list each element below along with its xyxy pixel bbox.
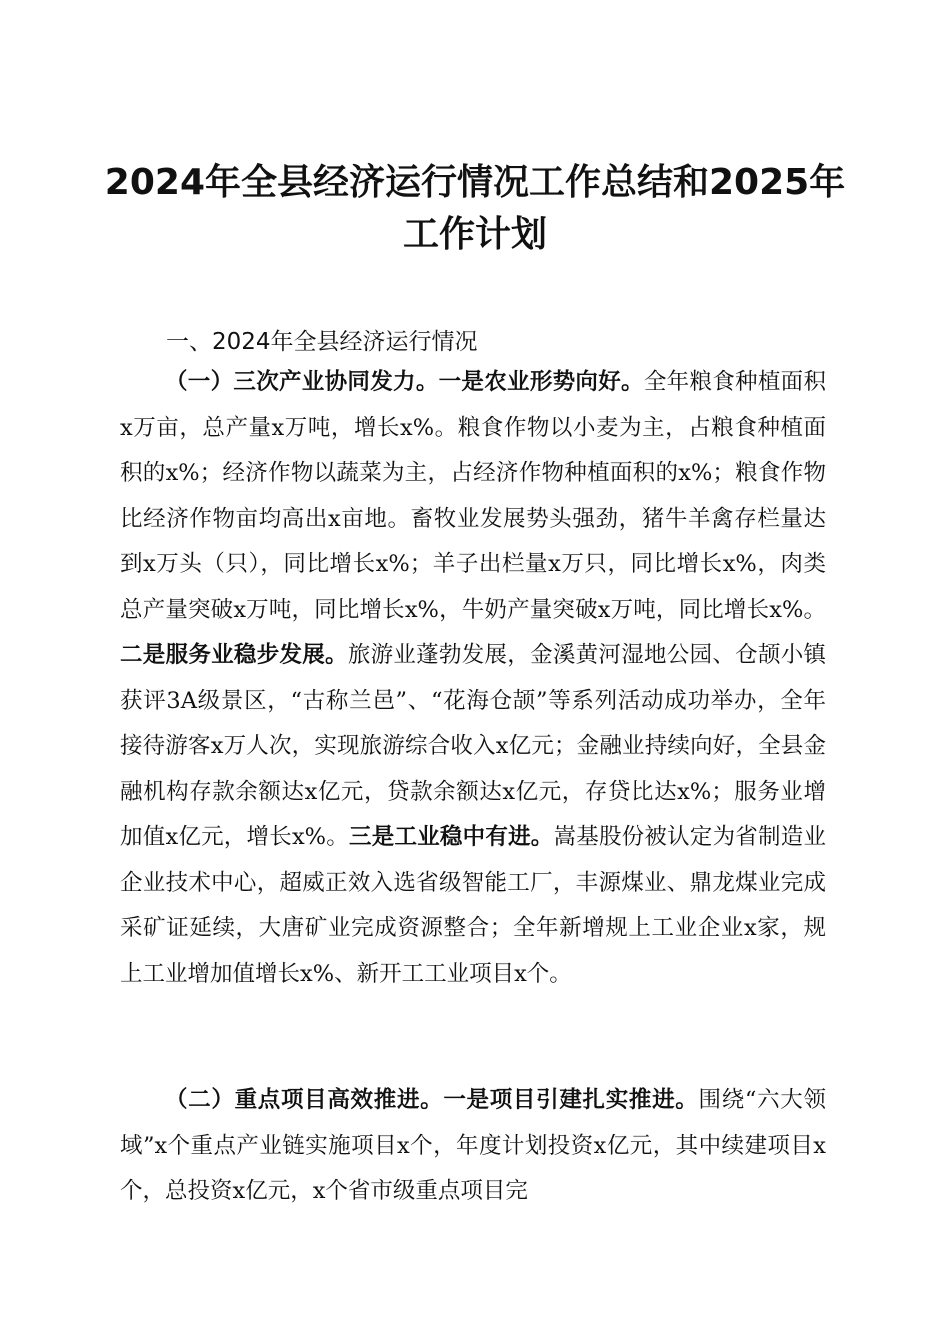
point-label: 一是农业形势向好。 [438,369,644,395]
paragraph-lead: （二）重点项目高效推进。 [165,1087,444,1113]
paragraph-industry [120,360,826,997]
point-text: 围绕“六大领域”x个重点产业链实施项目x个，年度计划投资x亿元，其中续建项目x个，总投资x亿元，x个省市级重点项目完 [120,1087,826,1204]
document-title: 2024年全县经济运行情况工作总结和2025年工作计划 [104,162,846,255]
point-text: 嵩基股份被认定为省制造业企业技术中心，超威正效入选省级智能工厂，丰源煤业、鼎龙煤业完成采矿证延续，大唐矿业完成资源整合；全年新增规上工业企业x家，规上工业增加值增长x%、新开工工业项目x个。 [120,824,826,987]
point-label: 三是工业稳中有进。 [349,824,554,850]
section-heading: 一、2024年全县经济运行情况 [166,329,478,355]
point-label: 二是服务业稳步发展。 [120,642,348,668]
paragraph-projects [120,1078,826,1215]
point-text: 旅游业蓬勃发展，金溪黄河湿地公园、仓颉小镇获评3A级景区，“古称兰邑”、“花海仓颉”等系列活动成功举办，全年接待游客x万人次，实现旅游综合收入x亿元；金融业持续向好，全县金融机构存款余额达x亿元，贷款余额达x亿元，存贷比达x%；服务业增加值x亿元，增长x%。 [120,642,826,850]
point-label: 一是项目引建扎实推进。 [443,1087,699,1113]
point-text: 全年粮食种植面积x万亩，总产量x万吨，增长x%。粮食作物以小麦为主，占粮食种植面积的x%；经济作物以蔬菜为主，占经济作物种植面积的x%；粮食作物比经济作物亩均高出x亩地。畜牧业发展势头强劲，猪牛羊禽存栏量达到x万头（只），同比增长x%；羊子出栏量x万只，同比增长x%，肉类总产量突破x万吨，同比增长x%，牛奶产量突破x万吨，同比增长x%。 [120,369,826,623]
paragraph-lead: （一）三次产业协同发力。 [165,369,439,395]
